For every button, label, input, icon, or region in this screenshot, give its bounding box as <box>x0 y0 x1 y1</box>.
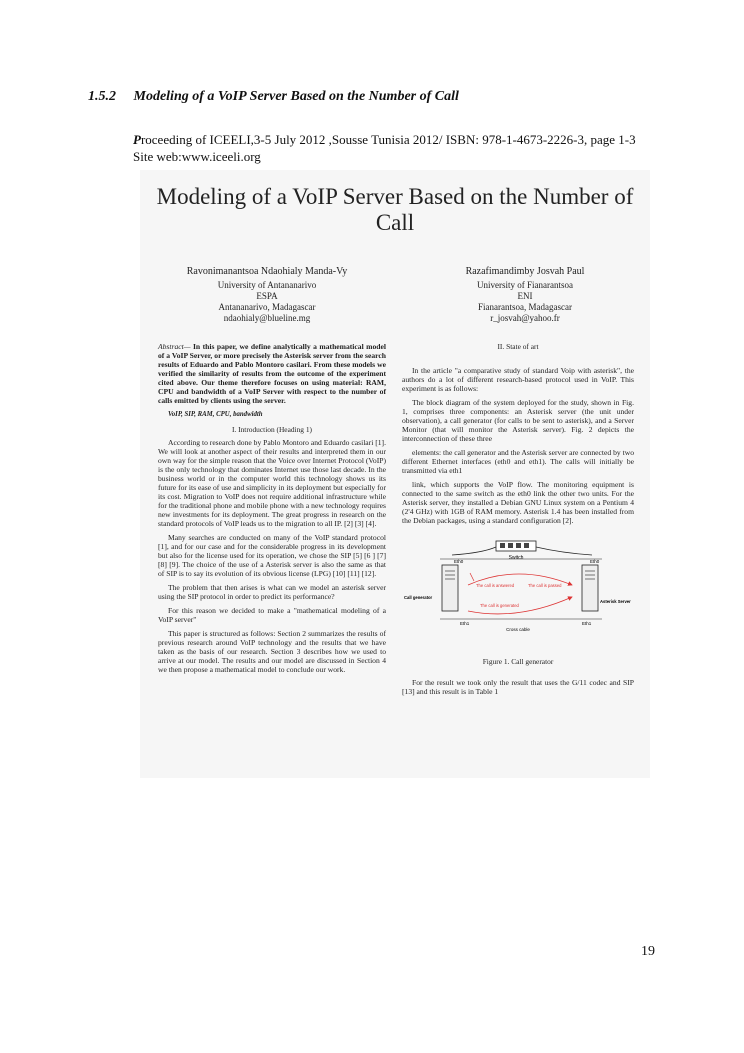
author-block-2 <box>415 266 635 324</box>
switch-label: Switch <box>508 555 524 561</box>
author-name: Razafimandimby Josvah Paul <box>465 266 585 277</box>
keywords: VoIP, SIP, RAM, CPU, bandwidth <box>168 411 263 418</box>
abstract-text: In this paper, we define analytically a mathematical model of a VoIP Server, or more precisely the Asterisk server from the search results of Eduardo and Pablo Montoro casilari. From these models we verified the similarity of results from the outcome of the experiment cited above. Our theme therefore focuses on using material: RAM, CPU and bandwidth of a VoIP Server with respect to the number of calls emitted by clients using the server. <box>158 342 386 405</box>
abstract-label: Abstract— <box>158 342 191 351</box>
switch-port <box>516 543 521 548</box>
paragraph: The block diagram of the system deployed for the study, shown in Fig. 1, comprises three components: an Asterisk server (the unit under observation), a call generator (for calls to be sent to asterisk), and a Server Monitor (that will monitor the Asterisk server). Fig. 2 depicts the interconnection of these three <box>402 398 634 443</box>
asterisk-server-label: Asterisk Server <box>600 599 631 604</box>
author-block-1 <box>162 266 372 324</box>
paragraph: link, which supports the VoIP flow. The monitoring equipment is connected to the same switch as the eth0 link the other two units. For the Asterisk server, they installed a Debian GNU Linux system on a Pentium 4 (2'4 GHz) with 1GB of RAM memory. Asterisk 1.4 has been installed from the Debian packages, using a standard configuration [2]. <box>402 480 634 525</box>
sota-heading: II. State of art <box>497 342 539 351</box>
proceeding-reference <box>133 131 653 165</box>
author-affiliation: ESPA <box>256 291 278 301</box>
paper-left-column <box>158 342 386 679</box>
eth1-right-label: Eth1 <box>582 621 592 626</box>
reference-dropcap: P <box>133 132 141 147</box>
paragraph: According to research done by Pablo Montoro and Eduardo casilari [1]. We will look at another aspect of their results and interpreted them in our own way for the simple reason that the Voice over Internet Protocol (VoIP) is the only technology that dominates Internet use those last decade. In the business world or in the computer world this technology shows us its future for its ease of use and simplicity in its deployment but especially for its cost. Migration to VoIP does not require additional infrastructure while for the traditional phone and mobile phone with a new technology requires new investments for its deployment. The great progress in research on the standard protocols of VoIP leads us to the migration to all IP. [2] [3] [4]. <box>158 438 386 528</box>
computer-tower-icon <box>442 565 458 611</box>
switch-port <box>524 543 529 548</box>
paragraph: elements: the call generator and the Asterisk server are connected by two different Ethernet interfaces (eth0 and eth1). The calls will initially be transmitted via eth1 <box>402 448 634 475</box>
reference-text: roceeding of ICEELI,3-5 July 2012 ,Sousse Tunisia 2012/ ISBN: 978-1-4673-2226-3, page 1-3 Site web:www.iceeli.org <box>133 132 636 164</box>
paragraph: For the result we took only the result that uses the G/11 codec and SIP [13] and this result is in Table 1 <box>402 678 634 696</box>
author-email: ndaohialy@blueline.mg <box>223 313 311 323</box>
switch-port <box>500 543 505 548</box>
paragraph: In the article "a comparative study of standard Voip with asterisk", the authors do a lot of different research-based protocol used in VoIP. This experiment is as follows: <box>402 366 634 393</box>
author-email: r_josvah@yahoo.fr <box>490 313 560 323</box>
paragraph: For this reason we decided to make a "mathematical modeling of a VoIP server" <box>158 606 386 624</box>
author-affiliation: ENI <box>517 291 533 301</box>
section-heading <box>88 89 459 105</box>
eth0-left-label: Eth0 <box>454 559 464 564</box>
figure-caption: Figure 1. Call generator <box>482 657 554 666</box>
author-location: Antananarivo, Madagascar <box>218 302 316 312</box>
computer-tower-icon <box>582 565 598 611</box>
paragraph: This paper is structured as follows: Section 2 summarizes the results of previous research around VoIP technology and the results that we have taken as the basis of our research. Section 3 describes how we used to arrive at our model. The results and our model are discussed in Section 4 we then propose a mathematical model to conclude our work. <box>158 629 386 674</box>
eth0-right-label: Eth0 <box>590 559 600 564</box>
figure-call-generator <box>402 535 634 653</box>
paragraph: Many searches are conducted on many of the VoIP standard protocol [1], and for our case and for the considerable progress in its development but also for the license used for its operation, we chose the SIP [5] [6 ] [7] [8] [9]. The choice of the use of a Asterisk server is also the same as that of SIP is to say its evolution of its obvious license (LPG) [10] [11] [12]. <box>158 533 386 578</box>
generated-label: The call is generated <box>480 603 519 608</box>
answered-label: The call is answered <box>476 583 515 588</box>
intro-heading: I. Introduction (Heading 1) <box>231 425 313 434</box>
embedded-paper-image <box>140 170 650 778</box>
section-title: Modeling of a VoIP Server Based on the Number of Call <box>133 89 459 104</box>
passed-label: The call is passed <box>528 583 562 588</box>
network-diagram <box>402 535 634 653</box>
author-name: Ravonimanantsoa Ndaohialy Manda-Vy <box>186 266 348 277</box>
author-affiliation: University of Fianarantsoa <box>477 280 573 290</box>
switch-port <box>508 543 513 548</box>
cross-cable-label: Cross cable <box>506 627 530 632</box>
author-affiliation: University of Antananarivo <box>217 280 317 290</box>
paragraph: The problem that then arises is what can we model an asterisk server using the SIP protocol in order to predict its performance? <box>158 583 386 601</box>
section-number: 1.5.2 <box>88 89 116 104</box>
paper-title: Modeling of a VoIP Server Based on the Number of Call <box>156 184 634 235</box>
call-generator-label: Call generator <box>404 595 433 600</box>
page-number: 19 <box>641 944 655 959</box>
author-location: Fianarantsoa, Madagascar <box>478 302 572 312</box>
paper-right-column <box>402 342 634 701</box>
abstract <box>158 342 386 405</box>
eth1-left-label: Eth1 <box>460 621 470 626</box>
